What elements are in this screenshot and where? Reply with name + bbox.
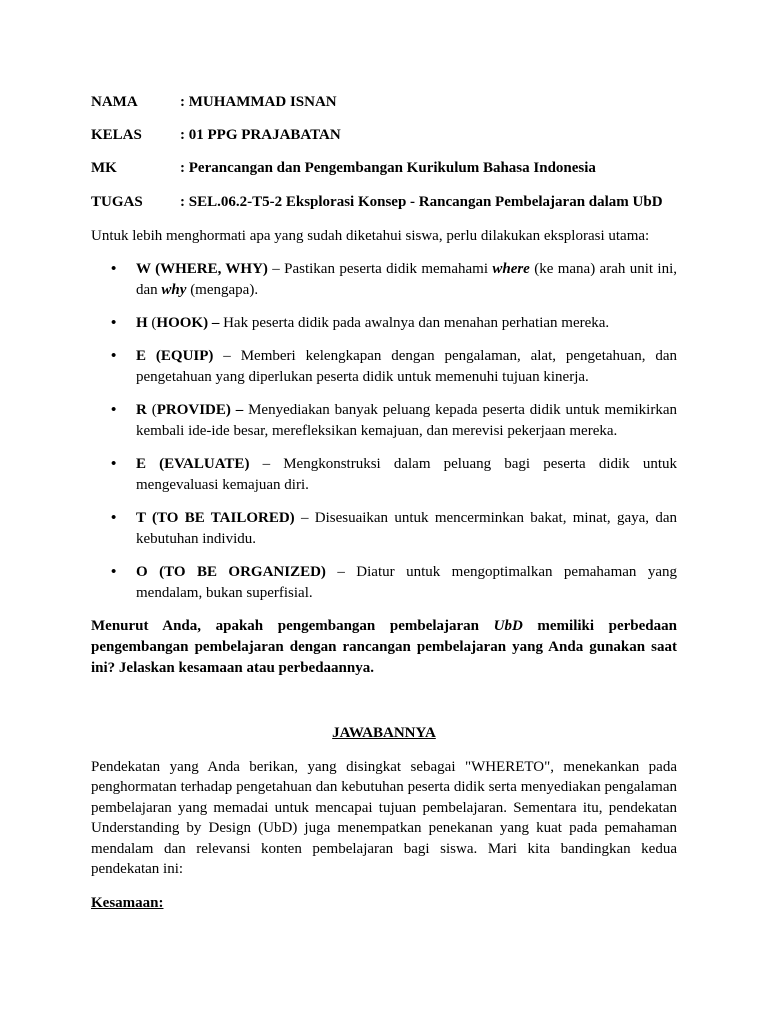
bullet-body: – Disesuaikan untuk mencerminkan bakat, minat, gaya, dan kebutuhan individu. <box>136 510 677 547</box>
bullet-dot: • <box>111 564 117 580</box>
bullet-term: E (EQUIP) <box>136 348 214 364</box>
answer-title: JAWABANNYA <box>332 725 436 741</box>
header-tugas <box>91 192 691 213</box>
bullet-term: E (EVALUATE) <box>136 456 250 472</box>
bullet-term: R <box>136 402 147 418</box>
bullet-term: HOOK) – <box>156 315 220 331</box>
bullet-body: – Pastikan peserta didik memahami <box>267 261 493 277</box>
bullet-body: – Diatur untuk mengoptimalkan pemahaman yang mendalam, bukan superfisial. <box>136 564 677 601</box>
bullet-text <box>136 400 677 442</box>
bullet-body: Menyediakan banyak peluang kepada peserta didik untuk memikirkan kembali ide-ide besar, merefleksikan kemajuan, dan merevisi pekerjaan mereka. <box>136 402 677 439</box>
bullet-dot: • <box>111 456 117 472</box>
bullet-body: (ke mana) arah unit ini, dan <box>136 261 677 298</box>
bullet-term: O (TO BE ORGANIZED) <box>136 564 326 580</box>
kesamaan-heading <box>91 893 677 914</box>
question-text: Menurut Anda, apakah pengembangan pembelajaran <box>91 618 494 634</box>
bullet-text <box>136 259 677 301</box>
tugas-label: TUGAS <box>91 194 143 210</box>
nama-label: NAMA <box>91 94 138 110</box>
mk-label: MK <box>91 160 117 176</box>
kesamaan-heading-text: Kesamaan: <box>91 895 164 911</box>
bullet-dot: • <box>111 261 117 277</box>
question-text: memiliki perbedaan pengembangan pembelajaran dengan rancangan pembelajaran yang Anda gunakan saat ini? Jelaskan kesamaan atau perbedaannya. <box>91 618 677 676</box>
header-mk <box>91 158 691 179</box>
bullet-term: W (WHERE, WHY) <box>136 261 268 277</box>
header-kelas <box>91 125 691 146</box>
bullet-text <box>136 562 677 604</box>
bullet-body: – Memberi kelengkapan dengan pengalaman, alat, pengetahuan, dan pengetahuan yang diperlukan peserta didik untuk memenuhi tujuan kinerja. <box>136 348 678 385</box>
question-paragraph <box>91 616 677 679</box>
bullet-body: – Mengkonstruksi dalam peluang bagi peserta didik untuk mengevaluasi kemajuan diri. <box>136 456 677 493</box>
bullet-body: Hak peserta didik pada awalnya dan menahan perhatian mereka. <box>219 315 610 331</box>
bullet-term: PROVIDE) – <box>156 402 244 418</box>
answer-paragraph: Pendekatan yang Anda berikan, yang disingkat sebagai "WHERETO", menekankan pada penghormatan terhadap pengetahuan dan kebutuhan peserta didik serta menyediakan pengalaman pembelajaran yang memadai untuk mencapai tujuan pembelajaran. Sementara itu, pendekatan Understanding by Design (UbD) juga menempatkan penekanan yang kuat pada pemahaman mendalam dan relevansi konten pembelajaran bagi siswa. Mari kita bandingkan kedua pendekatan ini: <box>91 759 677 878</box>
bullet-text <box>136 454 677 496</box>
bullet-text <box>136 313 677 334</box>
nama-value: : MUHAMMAD ISNAN <box>180 94 337 110</box>
bullet-text <box>136 508 677 550</box>
emphasis-where: where <box>492 261 530 277</box>
bullet-term-paren: ( <box>147 315 157 331</box>
bullet-term: T (TO BE TAILORED) <box>136 510 295 526</box>
bullet-body: (mengapa). <box>186 282 259 298</box>
kelas-label: KELAS <box>91 127 142 143</box>
mk-value: : Perancangan dan Pengembangan Kurikulum Bahasa Indonesia <box>180 160 596 176</box>
bullet-term: H <box>136 315 148 331</box>
emphasis-why: why <box>161 282 187 298</box>
bullet-term-paren: ( <box>146 402 157 418</box>
bullet-dot: • <box>111 510 117 526</box>
bullet-text <box>136 346 677 388</box>
kelas-value: : 01 PPG PRAJABATAN <box>180 127 341 143</box>
tugas-value: : SEL.06.2-T5-2 Eksplorasi Konsep - Rancangan Pembelajaran dalam UbD <box>180 194 663 210</box>
bullet-dot: • <box>111 348 117 364</box>
emphasis-ubd: UbD <box>493 618 523 634</box>
bullet-dot: • <box>111 315 117 331</box>
header-nama <box>91 92 691 113</box>
intro-text: Untuk lebih menghormati apa yang sudah diketahui siswa, perlu dilakukan eksplorasi utama: <box>91 228 650 244</box>
bullet-dot: • <box>111 402 117 418</box>
